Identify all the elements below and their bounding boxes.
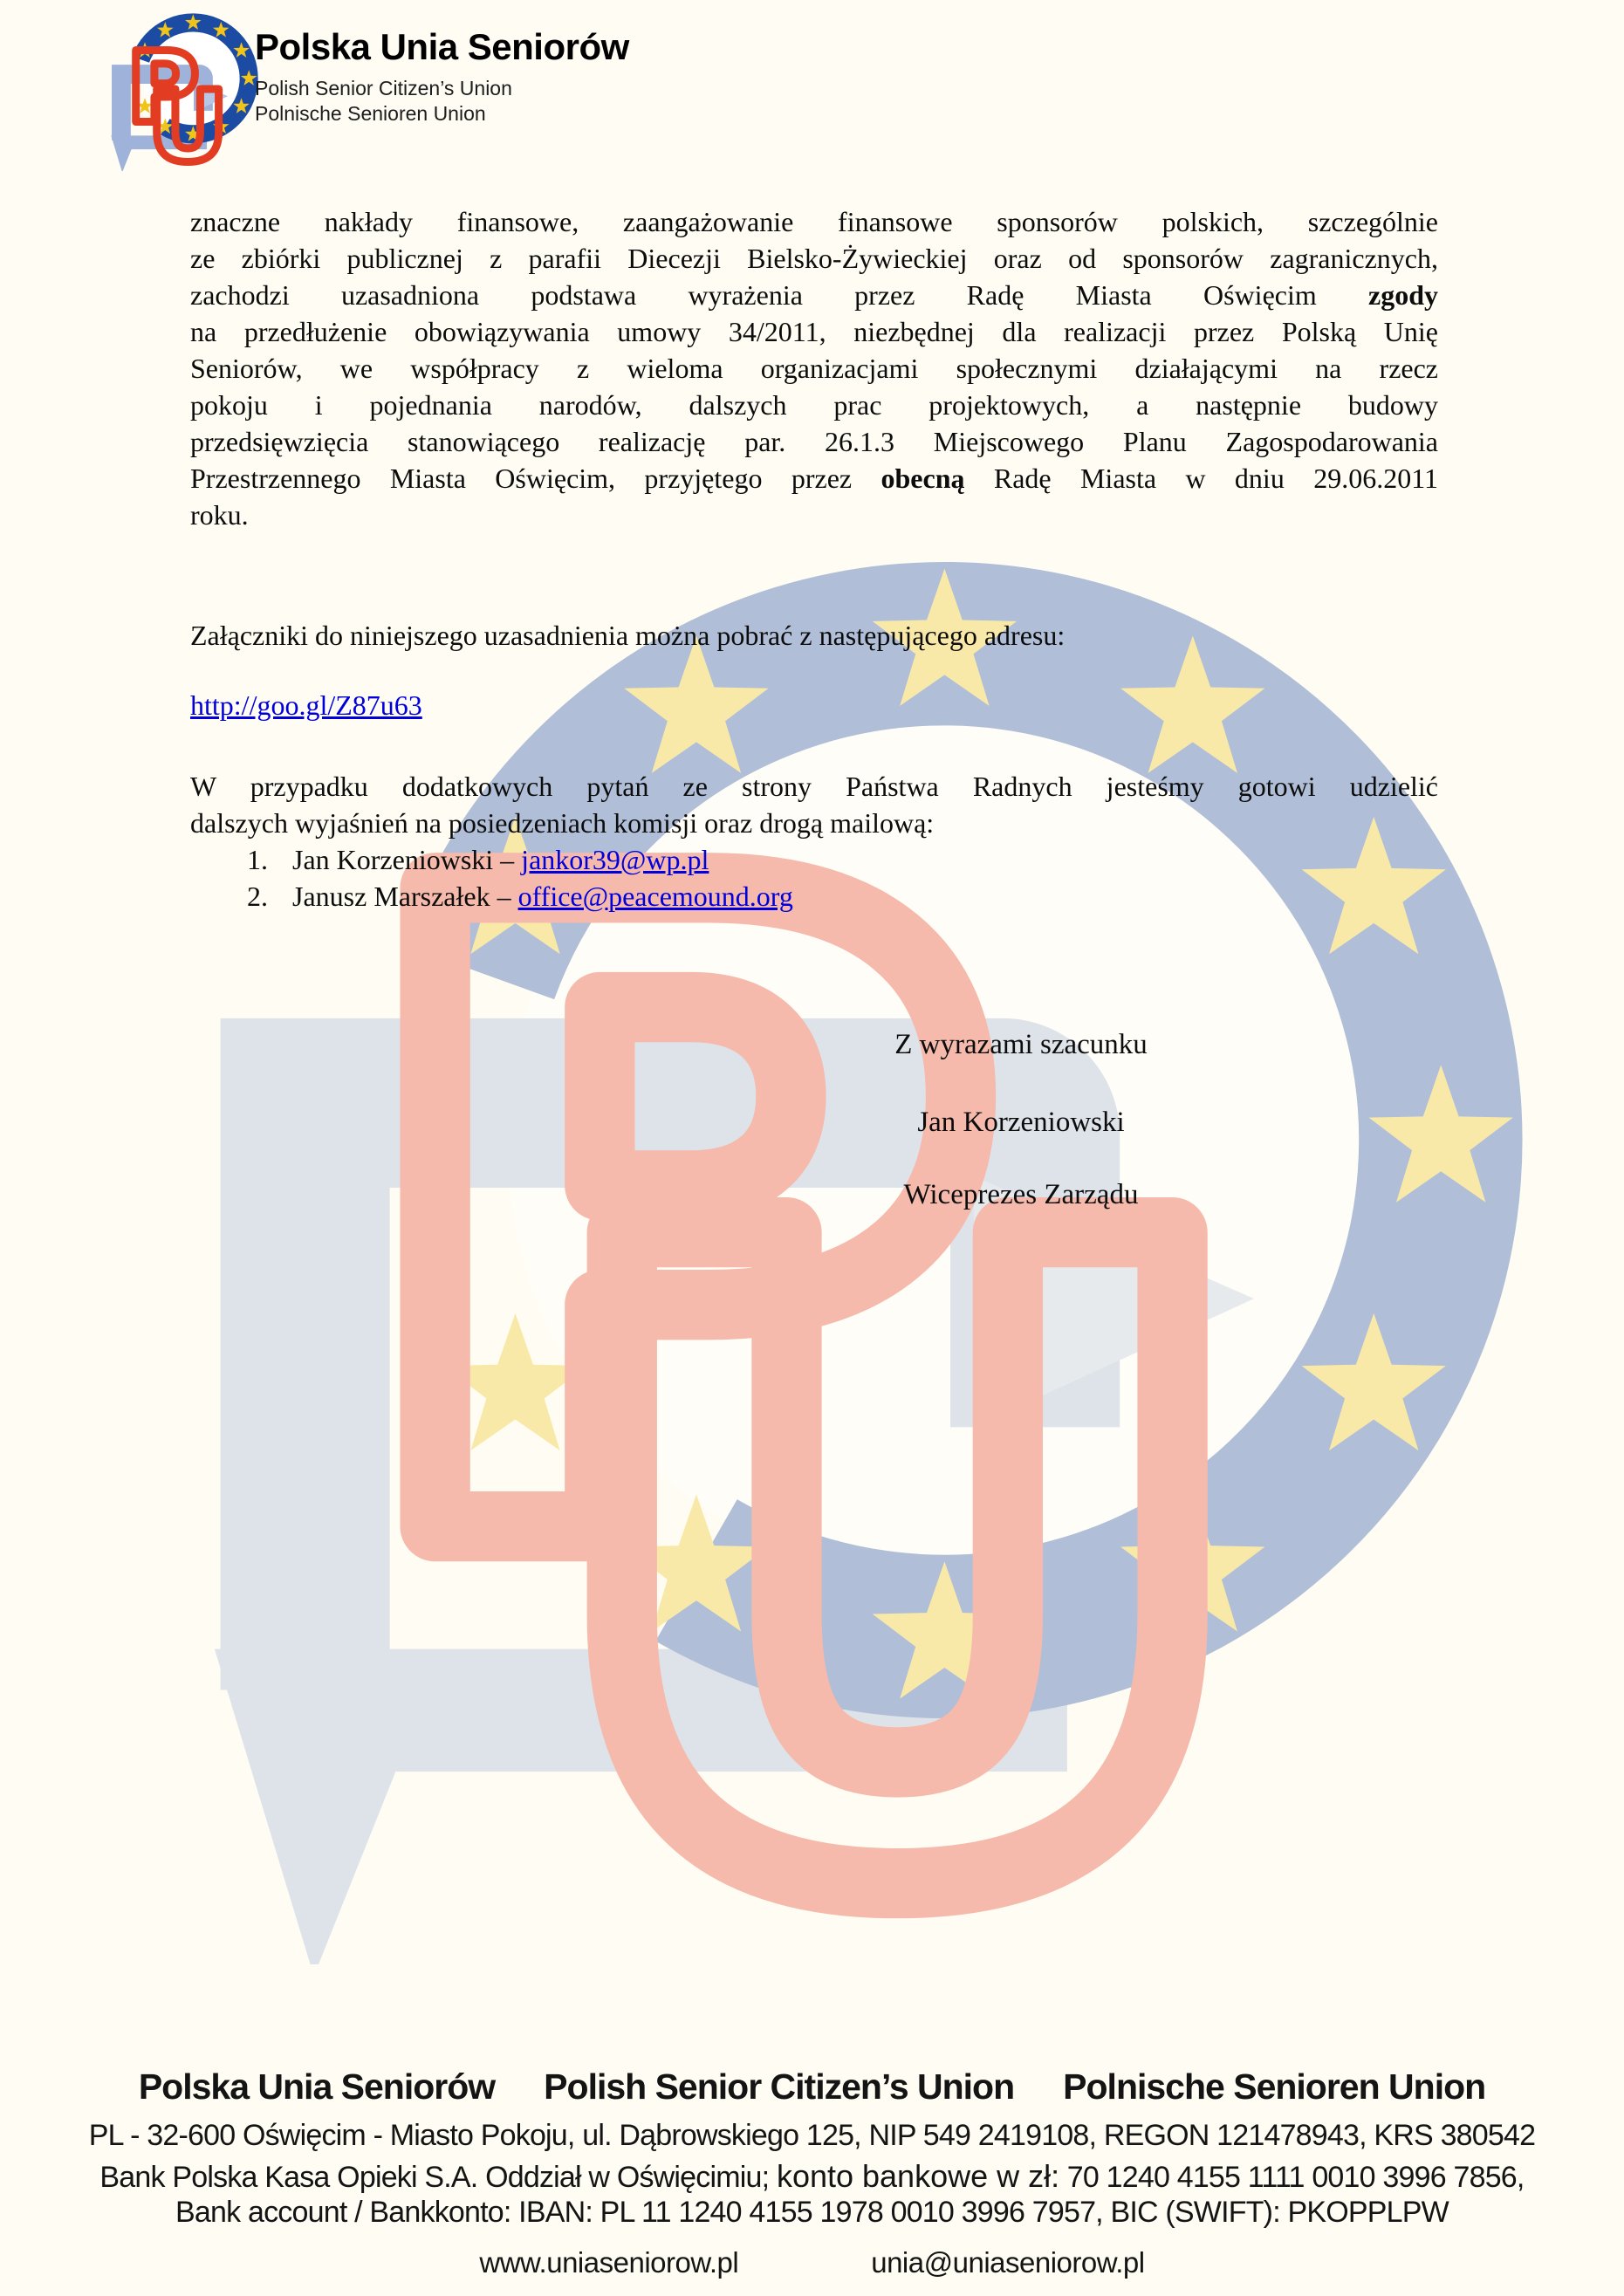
- bold-word-obecna: obecną: [881, 463, 965, 494]
- footer-org-de: Polnische Senioren Union: [1063, 2066, 1486, 2107]
- paragraph-line: przedsięwzięcia stanowiącego realizację par. 26.1.3 Miejscowego Planu Zagospodarowania: [190, 426, 1438, 457]
- bold-word-zgody: zgody: [1368, 279, 1438, 311]
- org-header: [255, 26, 629, 127]
- signature-closing: Z wyrazami szacunku: [894, 1029, 1148, 1060]
- signature-title: Wiceprezes Zarządu: [903, 1179, 1139, 1210]
- list-number: 1.: [247, 844, 268, 875]
- org-logo: [98, 7, 269, 171]
- footer-bank-pl: [0, 2158, 1624, 2195]
- paragraph-line: roku.: [190, 499, 249, 531]
- questions-line: dalszych wyjaśnień na posiedzeniach komisji oraz drogą mailową:: [190, 807, 935, 839]
- org-subtitle-en: Polish Senior Citizen’s Union: [255, 77, 512, 99]
- signature-name: Jan Korzeniowski: [917, 1107, 1125, 1138]
- line-text: zachodzi uzasadniona podstawa wyrażenia przez Radę Miasta Oświęcim: [190, 279, 1368, 311]
- footer-bank-pl-number: 70 1240 4155 1111 0010 3996 7856,: [1059, 2161, 1525, 2194]
- letter-body: [190, 203, 1438, 915]
- contact-email-link[interactable]: jankor39@wp.pl: [521, 844, 709, 875]
- paragraph-line: znaczne nakłady finansowe, zaangażowanie finansowe sponsorów polskich, szczególnie: [190, 206, 1438, 237]
- signature-block: [750, 1026, 1292, 1213]
- questions-line: W przypadku dodatkowych pytań ze strony Państwa Radnych jesteśmy gotowi udzielić: [190, 771, 1438, 802]
- footer-bank-pl-konto: konto bankowe w zł:: [776, 2158, 1060, 2194]
- footer-address: PL - 32-600 Oświęcim - Miasto Pokoju, ul. Dąbrowskiego 125, NIP 549 2419108, REGON 121478943, KRS 380542: [88, 2119, 1536, 2152]
- footer-email: unia@uniaseniorow.pl: [871, 2246, 1145, 2279]
- line-text: Radę Miasta w dniu 29.06.2011: [964, 463, 1438, 494]
- org-title: Polska Unia Seniorów: [255, 26, 629, 67]
- footer-org-names: [0, 2066, 1624, 2108]
- paragraph-line: Seniorów, we współpracy z wieloma organizacjami społecznymi działającymi na rzecz: [190, 353, 1438, 384]
- line-text: Przestrzennego Miasta Oświęcim, przyjętego przez: [190, 463, 881, 494]
- footer-contacts: [0, 2246, 1624, 2279]
- contact-name: Jan Korzeniowski –: [292, 844, 522, 875]
- org-subtitle-de: Polnische Senioren Union: [255, 102, 486, 125]
- footer-website: www.uniaseniorow.pl: [479, 2246, 739, 2279]
- paragraph-line: [190, 460, 1438, 497]
- paragraph-line: [190, 277, 1438, 313]
- paragraph-line: pokoju i pojednania narodów, dalszych prac projektowych, a następnie budowy: [190, 389, 1438, 421]
- attachments-link-line: [190, 687, 1438, 723]
- footer-bank-intl: Bank account / Bankkonto: IBAN: PL 11 1240 4155 1978 0010 3996 7957, BIC (SWIFT): PKOPPLPW: [175, 2196, 1449, 2229]
- contact-item: [190, 841, 1438, 878]
- paragraph-line: na przedłużenie obowiązywania umowy 34/2011, niezbędnej dla realizacji przez Polską Unię: [190, 316, 1438, 347]
- footer-org-pl: Polska Unia Seniorów: [138, 2066, 496, 2107]
- paragraph-line: ze zbiórki publicznej z parafii Diecezji Bielsko-Żywieckiej oraz od sponsorów zagranicznych,: [190, 243, 1438, 274]
- contact-name: Janusz Marszałek –: [292, 881, 518, 912]
- contact-email-link[interactable]: office@peacemound.org: [517, 881, 793, 912]
- footer-bank-pl-pre: Bank Polska Kasa Opieki S.A. Oddział w Oświęcimiu;: [99, 2161, 777, 2194]
- attachments-link[interactable]: http://goo.gl/Z87u63: [190, 689, 422, 721]
- attachments-intro: Załączniki do niniejszego uzasadnienia można pobrać z następującego adresu:: [190, 620, 1066, 651]
- list-number: 2.: [247, 881, 268, 912]
- footer-org-en: Polish Senior Citizen’s Union: [544, 2066, 1015, 2107]
- contact-item: [190, 878, 1438, 915]
